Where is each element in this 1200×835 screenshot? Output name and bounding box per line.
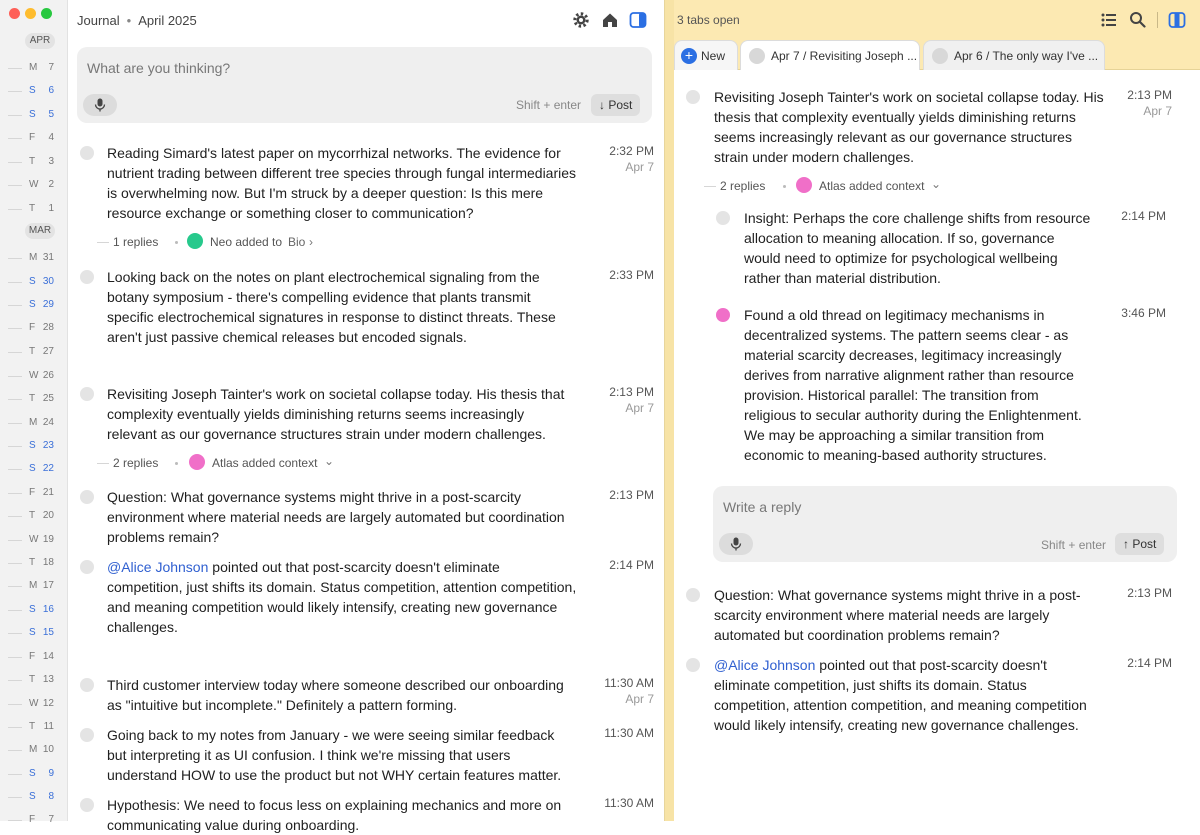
entry-text	[714, 87, 1104, 167]
entry-time: 2:13 PM	[1127, 586, 1172, 600]
journal-pane	[68, 0, 664, 833]
entry-body: pointed out that post-scarcity doesn't eliminate competition, just shifts its domain. Status competition, attention competition, and meaning competition would likely intensify, creating new governance challenges.	[714, 657, 1087, 733]
day-letter: S	[29, 299, 36, 310]
rail-tick	[8, 91, 22, 92]
atlas-activity-label: Atlas added context	[819, 179, 925, 193]
day-number: 21	[42, 487, 54, 498]
rail-day[interactable]	[0, 767, 68, 781]
separator-dot	[175, 241, 178, 244]
pane-resize-handle[interactable]	[664, 0, 674, 821]
day-letter: M	[29, 252, 38, 263]
day-number: 29	[42, 299, 54, 310]
gear-icon[interactable]	[572, 11, 590, 29]
day-number: 3	[48, 156, 54, 167]
entry-bullet[interactable]	[80, 387, 94, 401]
day-number: 11	[43, 721, 54, 732]
entry-timestamp	[584, 487, 654, 503]
entry-text	[107, 267, 577, 347]
breadcrumb-month[interactable]: April 2025	[138, 13, 197, 28]
entry-bullet[interactable]	[716, 211, 730, 225]
list-view-icon[interactable]	[1101, 12, 1117, 28]
rail-day[interactable]	[0, 673, 68, 687]
rail-tick	[8, 516, 22, 517]
tab-revisiting-joseph[interactable]	[740, 40, 920, 70]
entry-text	[107, 725, 577, 785]
entry-body: Revisiting Joseph Tainter's work on societal collapse today. His thesis that complexity eventually yields diminishing returns seems increasingly relevant as our governance structures strain under modern challenges.	[714, 89, 1104, 165]
month-label[interactable]: APR	[25, 33, 55, 49]
entry-text	[107, 675, 577, 715]
composer-input[interactable]: What are you thinking?	[87, 60, 231, 76]
shift-enter-hint: Shift + enter	[516, 98, 582, 112]
rail-day[interactable]	[0, 321, 68, 335]
rail-tick	[8, 750, 22, 751]
rail-tick	[8, 797, 22, 798]
separator-dot	[175, 462, 178, 465]
entry-body: Third customer interview today where someone described our onboarding as "intuitive but incomplete." Definitely a pattern forming.	[107, 677, 564, 713]
day-number: 2	[48, 179, 54, 190]
rail-day[interactable]	[0, 509, 68, 523]
entry-bullet[interactable]	[80, 798, 94, 812]
rail-day[interactable]	[0, 61, 68, 75]
zoom-window-button[interactable]	[41, 8, 52, 19]
mic-button[interactable]	[719, 533, 753, 555]
rail-day[interactable]	[0, 720, 68, 734]
rail-tick	[8, 563, 22, 564]
entry-text	[107, 384, 577, 444]
rail-day[interactable]	[0, 603, 68, 617]
entry-timestamp	[584, 795, 654, 811]
entry-bullet[interactable]	[80, 146, 94, 160]
day-number: 28	[42, 322, 54, 333]
rail-tick	[8, 258, 22, 259]
day-number: 26	[42, 370, 54, 381]
rail-day[interactable]	[0, 84, 68, 98]
day-number: 16	[42, 604, 54, 615]
rail-tick	[8, 633, 22, 634]
chevron-right-icon[interactable]: ›	[309, 235, 313, 249]
entry-time: 2:13 PM	[609, 488, 654, 502]
bio-link[interactable]: Bio	[288, 235, 306, 249]
rail-tick	[8, 185, 22, 186]
post-button[interactable]	[591, 94, 640, 116]
rail-tick	[8, 352, 22, 353]
rail-day[interactable]	[0, 275, 68, 289]
day-letter: F	[29, 487, 36, 498]
entry-timestamp	[584, 384, 654, 416]
rail-day[interactable]	[0, 298, 68, 312]
rail-tick	[8, 727, 22, 728]
entry-timestamp	[1102, 585, 1172, 601]
day-letter: F	[29, 322, 36, 333]
header-divider	[1157, 12, 1158, 28]
rail-day[interactable]	[0, 131, 68, 145]
entry-text	[107, 557, 577, 637]
entry-timestamp	[584, 675, 654, 707]
thread-summary[interactable]	[113, 455, 373, 471]
day-number: 17	[42, 580, 54, 591]
mention-link[interactable]: @Alice Johnson	[714, 657, 816, 673]
rail-tick	[8, 469, 22, 470]
month-label[interactable]: MAR	[25, 223, 55, 239]
rail-day[interactable]	[0, 392, 68, 406]
entry-body: Found a old thread on legitimacy mechanisms in decentralized systems. The pattern seems clear - as material scarcity decreases, legitimacy increasingly derives from narrative alignment rather than resource provision. Historical parallel: The transition from religious to secular authority during the Enlightenment. We may be approaching a similar transition from economic to meaning-based authority structures.	[744, 307, 1082, 463]
tab-favicon-icon	[932, 48, 948, 64]
shift-enter-hint: Shift + enter	[1041, 538, 1107, 552]
day-number: 15	[42, 627, 54, 638]
tabs-header	[674, 0, 1200, 40]
day-letter: T	[29, 721, 36, 732]
day-number: 18	[42, 557, 54, 568]
thread-summary[interactable]	[113, 234, 373, 250]
entry-timestamp	[1102, 655, 1172, 671]
entry-timestamp	[584, 725, 654, 741]
rail-tick	[8, 610, 22, 611]
day-letter: T	[29, 557, 36, 568]
rail-day[interactable]	[0, 697, 68, 711]
entry-time: 2:13 PM	[1127, 88, 1172, 102]
entry-text	[744, 208, 1094, 288]
rail-day[interactable]	[0, 556, 68, 570]
entry-time: 2:14 PM	[1127, 656, 1172, 670]
rail-tick	[8, 446, 22, 447]
day-letter: F	[29, 132, 36, 143]
rail-tick	[8, 376, 22, 377]
day-letter: W	[29, 370, 39, 381]
rail-tick	[8, 399, 22, 400]
close-window-button[interactable]	[9, 8, 20, 19]
rail-tick	[8, 820, 22, 821]
rail-tick	[8, 704, 22, 705]
rail-tick	[8, 209, 22, 210]
entry-body: Question: What governance systems might thrive in a post-scarcity environment where material needs are largely automated but coordination problems remain?	[714, 587, 1081, 643]
day-letter: S	[29, 440, 36, 451]
day-letter: S	[29, 768, 36, 779]
day-number: 10	[42, 744, 54, 755]
day-letter: S	[29, 85, 36, 96]
mic-button[interactable]	[83, 94, 117, 116]
chevron-down-icon[interactable]: ⌄	[324, 454, 335, 468]
chevron-down-icon[interactable]: ⌄	[931, 177, 942, 191]
day-number: 8	[48, 791, 54, 802]
home-icon[interactable]	[601, 11, 619, 29]
tab-bar	[674, 40, 1200, 70]
tab-label: Apr 6 / The only way I've ...	[954, 49, 1099, 63]
entry-timestamp	[584, 143, 654, 175]
entry-body: Going back to my notes from January - we were seeing similar feedback but interpreting it as UI confusion. I think we're missing that users understand HOW to use the product but not WHY certain features matter.	[107, 727, 562, 783]
separator-dot	[783, 185, 786, 188]
entry-time: 11:30 AM	[604, 676, 654, 690]
day-number: 1	[48, 203, 54, 214]
entry-timestamp	[584, 557, 654, 573]
entry-date: Apr 7	[625, 160, 654, 174]
thread-connector	[704, 186, 716, 187]
entry-time: 2:32 PM	[609, 144, 654, 158]
day-letter: T	[29, 346, 36, 357]
minimize-window-button[interactable]	[25, 8, 36, 19]
date-rail	[0, 0, 68, 825]
rail-day[interactable]	[0, 533, 68, 547]
composer[interactable]	[77, 47, 652, 123]
rail-day[interactable]	[0, 790, 68, 804]
entry-body: Question: What governance systems might thrive in a post-scarcity environment where material needs are largely automated but coordination problems remain?	[107, 489, 565, 545]
rail-tick	[8, 138, 22, 139]
rail-tick	[8, 423, 22, 424]
panel-toggle-icon[interactable]	[1168, 11, 1186, 29]
entry-text	[107, 795, 577, 835]
entry-timestamp	[1096, 305, 1166, 321]
rail-tick	[8, 282, 22, 283]
day-number: 9	[48, 768, 54, 779]
rail-tick	[8, 540, 22, 541]
day-letter: T	[29, 674, 36, 685]
day-letter: T	[29, 510, 36, 521]
mention-link[interactable]: @Alice Johnson	[107, 559, 209, 575]
day-letter: S	[29, 109, 36, 120]
rail-day[interactable]	[0, 108, 68, 122]
atlas-avatar-icon	[189, 454, 205, 470]
day-letter: T	[29, 393, 36, 404]
plus-icon: +	[681, 48, 697, 64]
rail-day[interactable]	[0, 251, 68, 265]
entry-bullet[interactable]	[686, 658, 700, 672]
entry-bullet[interactable]	[686, 588, 700, 602]
tab-label: Apr 7 / Revisiting Joseph ...	[771, 49, 918, 63]
day-number: 19	[42, 534, 54, 545]
day-number: 12	[42, 698, 54, 709]
thread-connector	[97, 463, 109, 464]
search-icon[interactable]	[1129, 11, 1146, 28]
tab-the-only-way[interactable]	[923, 40, 1105, 70]
entry-bullet[interactable]	[80, 560, 94, 574]
rail-day[interactable]	[0, 462, 68, 476]
day-letter: W	[29, 698, 39, 709]
thread-connector	[97, 242, 109, 243]
entry-time: 11:30 AM	[604, 796, 654, 810]
new-tab-label: New	[701, 49, 726, 63]
rail-day[interactable]	[0, 486, 68, 500]
thread-pane	[674, 70, 1200, 821]
arrow-up-icon: ↑	[1123, 537, 1129, 551]
entry-time: 2:14 PM	[1121, 209, 1166, 223]
day-number: 13	[42, 674, 54, 685]
entry-date: Apr 7	[625, 692, 654, 706]
breadcrumb-app[interactable]: Journal	[77, 13, 120, 28]
rail-tick	[8, 657, 22, 658]
entry-bullet[interactable]	[80, 490, 94, 504]
day-number: 24	[42, 417, 54, 428]
replies-count[interactable]: 1 replies	[113, 235, 159, 249]
rail-tick	[8, 328, 22, 329]
entry-text	[744, 305, 1094, 465]
rail-day[interactable]	[0, 345, 68, 359]
tab-favicon-icon	[749, 48, 765, 64]
entry-body: Reading Simard's latest paper on mycorrhizal networks. The evidence for nutrient trading between different tree species through fungal intermediaries is overwhelming now. But I'm struck by a deeper question: Is this mere resource exchange or something closer to communication?	[107, 145, 577, 221]
replies-count[interactable]: 2 replies	[720, 179, 766, 193]
rail-day[interactable]	[0, 155, 68, 169]
rail-day[interactable]	[0, 416, 68, 430]
entry-text	[714, 655, 1104, 735]
entry-bullet[interactable]	[716, 308, 730, 322]
breadcrumb	[77, 13, 197, 28]
post-button-label: Post	[1132, 537, 1157, 551]
mic-icon	[94, 98, 106, 112]
reply-composer[interactable]	[713, 486, 1177, 562]
rail-day[interactable]	[0, 579, 68, 593]
entry-timestamp	[584, 267, 654, 283]
day-letter: S	[29, 276, 36, 287]
entry-time: 2:14 PM	[609, 558, 654, 572]
entry-bullet[interactable]	[80, 270, 94, 284]
day-letter: W	[29, 179, 39, 190]
entry-text	[107, 143, 577, 223]
new-tab-button[interactable]	[674, 40, 738, 70]
rail-day[interactable]	[0, 626, 68, 640]
atlas-activity-label: Atlas added context	[212, 456, 318, 470]
entry-text	[714, 585, 1104, 645]
day-number: 4	[48, 132, 54, 143]
day-number: 5	[48, 109, 54, 120]
entry-body: pointed out that post-scarcity doesn't eliminate competition, just shifts its domain. Status competition, attention competition, and meaning competition would likely intensify, creating new governance challenges.	[107, 559, 577, 635]
rail-tick	[8, 680, 22, 681]
entry-time: 2:13 PM	[609, 385, 654, 399]
day-letter: F	[29, 651, 36, 662]
rail-tick	[8, 774, 22, 775]
day-letter: S	[29, 627, 36, 638]
day-number: 30	[42, 276, 54, 287]
rail-day[interactable]	[0, 813, 68, 827]
post-button-label: Post	[608, 98, 633, 112]
entry-body: Hypothesis: We need to focus less on explaining mechanics and more on communicating value during onboarding.	[107, 797, 562, 833]
entry-body: Looking back on the notes on plant electrochemical signaling from the botany symposium - there's compelling evidence that plants transmit specific electrochemical signatures in response to distinct threats. These aren't just passive chemical releases but encoded signals.	[107, 269, 556, 345]
rail-day[interactable]	[0, 439, 68, 453]
day-letter: M	[29, 580, 38, 591]
rail-day[interactable]	[0, 369, 68, 383]
entry-date: Apr 7	[1143, 104, 1172, 118]
breadcrumb-separator: •	[126, 13, 132, 28]
entry-body: Revisiting Joseph Tainter's work on societal collapse today. His thesis that complexity eventually yields diminishing returns seems increasingly relevant as our governance structures strain under modern challenges.	[107, 386, 565, 442]
day-letter: S	[29, 463, 36, 474]
day-number: 25	[42, 393, 54, 404]
day-letter: T	[29, 203, 36, 214]
day-letter: M	[29, 62, 38, 73]
rail-day[interactable]	[0, 178, 68, 192]
reply-input[interactable]: Write a reply	[723, 499, 802, 515]
day-letter: T	[29, 156, 36, 167]
day-number: 27	[42, 346, 54, 357]
rail-day[interactable]	[0, 202, 68, 216]
arrow-down-icon: ↓	[599, 98, 605, 112]
neo-avatar-icon	[187, 233, 203, 249]
reply-post-button[interactable]	[1115, 533, 1164, 555]
rail-tick	[8, 586, 22, 587]
day-letter: S	[29, 604, 36, 615]
day-number: 31	[42, 252, 54, 263]
entry-timestamp	[1102, 87, 1172, 119]
entry-time: 3:46 PM	[1121, 306, 1166, 320]
rail-tick	[8, 305, 22, 306]
entry-bullet[interactable]	[80, 728, 94, 742]
day-number: 14	[42, 651, 54, 662]
entry-time: 2:33 PM	[609, 268, 654, 282]
day-number: 7	[48, 62, 54, 73]
entry-date: Apr 7	[625, 401, 654, 415]
entry-bullet[interactable]	[686, 90, 700, 104]
day-letter: S	[29, 791, 36, 802]
entry-time: 11:30 AM	[604, 726, 654, 740]
day-number: 20	[42, 510, 54, 521]
entry-body: Insight: Perhaps the core challenge shifts from resource allocation to meaning allocation. If so, governance would need to optimize for psychological wellbeing rather than material distribution.	[744, 210, 1091, 286]
rail-tick	[8, 68, 22, 69]
tabs-open-count: 3 tabs open	[677, 13, 740, 27]
day-number: 7	[48, 814, 54, 825]
rail-tick	[8, 162, 22, 163]
day-number: 22	[42, 463, 54, 474]
day-number: 23	[42, 440, 54, 451]
rail-day[interactable]	[0, 650, 68, 664]
split-view-icon[interactable]	[629, 11, 647, 29]
day-letter: W	[29, 534, 39, 545]
entry-timestamp	[1096, 208, 1166, 224]
day-letter: M	[29, 744, 38, 755]
thread-summary[interactable]	[720, 178, 980, 194]
atlas-avatar-icon	[796, 177, 812, 193]
replies-count[interactable]: 2 replies	[113, 456, 159, 470]
neo-activity-label: Neo added to	[210, 235, 283, 249]
day-number: 6	[48, 85, 54, 96]
entry-text	[107, 487, 577, 547]
day-letter: F	[29, 814, 36, 825]
rail-day[interactable]	[0, 743, 68, 757]
mic-icon	[730, 537, 742, 551]
rail-tick	[8, 493, 22, 494]
entry-bullet[interactable]	[80, 678, 94, 692]
day-letter: M	[29, 417, 38, 428]
rail-tick	[8, 115, 22, 116]
